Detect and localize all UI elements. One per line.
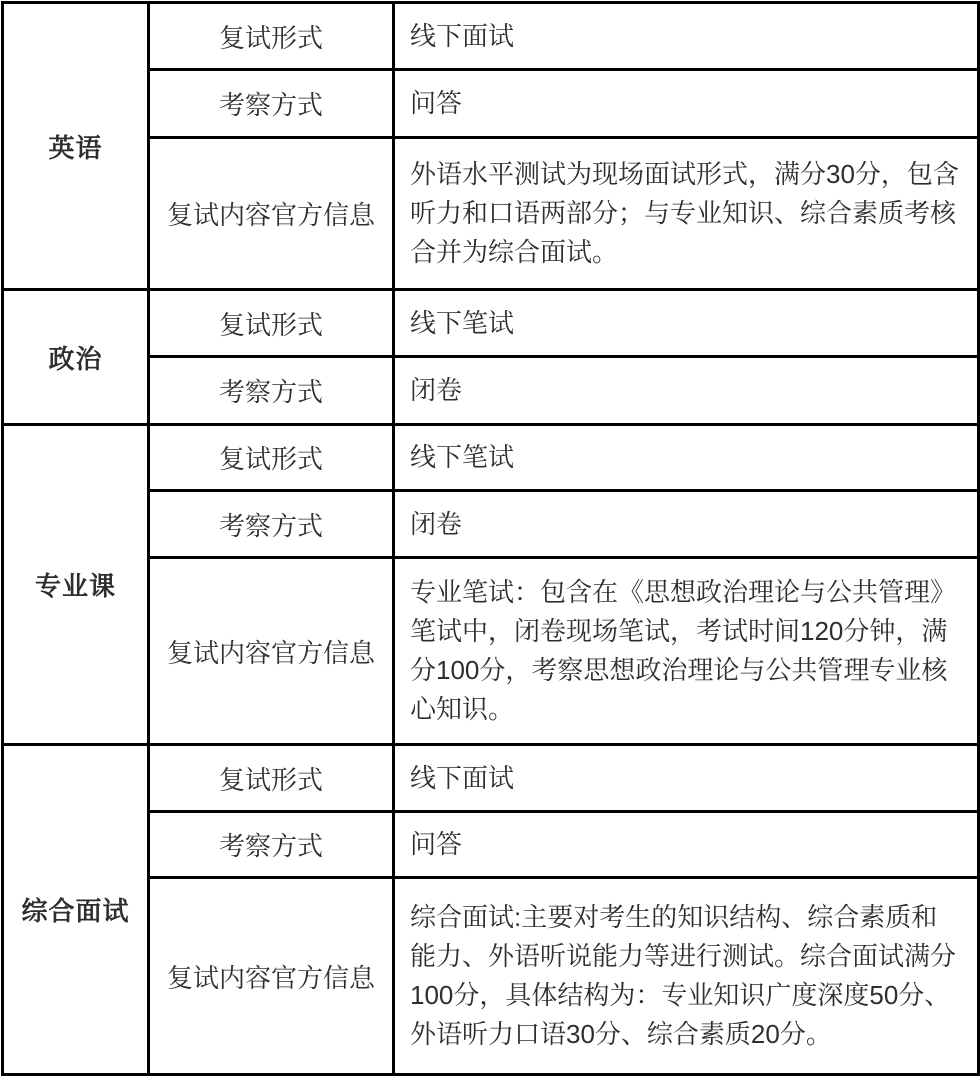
value-cell: 线下笔试: [394, 290, 979, 357]
label-cell: 考察方式: [149, 812, 394, 878]
label-cell: 复试内容官方信息: [149, 558, 394, 745]
value-cell: 问答: [394, 70, 979, 138]
subject-cell: 专业课: [3, 425, 149, 745]
table-row: [3, 812, 979, 878]
table-row: [3, 70, 979, 138]
value-cell: 线下面试: [394, 745, 979, 812]
subject-cell: 英语: [3, 3, 149, 290]
value-cell: 闭卷: [394, 357, 979, 425]
label-cell: 复试形式: [149, 3, 394, 70]
value-cell: 闭卷: [394, 491, 979, 558]
subject-cell: 综合面试: [3, 745, 149, 1075]
label-cell: 复试内容官方信息: [149, 878, 394, 1075]
table-row: [3, 878, 979, 1075]
value-cell: 综合面试:主要对考生的知识结构、综合素质和能力、外语听说能力等进行测试。综合面试满分100分，具体结构为：专业知识广度深度50分、外语听力口语30分、综合素质20分。: [394, 878, 979, 1075]
label-cell: 考察方式: [149, 70, 394, 138]
value-cell: 外语水平测试为现场面试形式，满分30分，包含听力和口语两部分；与专业知识、综合素质考核合并为综合面试。: [394, 138, 979, 290]
table-row: [3, 357, 979, 425]
value-cell: 专业笔试：包含在《思想政治理论与公共管理》笔试中，闭卷现场笔试，考试时间120分钟，满分100分，考察思想政治理论与公共管理专业核心知识。: [394, 558, 979, 745]
label-cell: 复试内容官方信息: [149, 138, 394, 290]
value-cell: 线下笔试: [394, 425, 979, 491]
label-cell: 考察方式: [149, 491, 394, 558]
review-subjects-table: [1, 1, 980, 1076]
table-row: [3, 3, 979, 70]
table-row: [3, 491, 979, 558]
subject-cell: 政治: [3, 290, 149, 425]
table-row: [3, 425, 979, 491]
table-row: [3, 138, 979, 290]
label-cell: 复试形式: [149, 425, 394, 491]
table-row: [3, 558, 979, 745]
label-cell: 复试形式: [149, 290, 394, 357]
label-cell: 考察方式: [149, 357, 394, 425]
label-cell: 复试形式: [149, 745, 394, 812]
table-row: [3, 745, 979, 812]
value-cell: 问答: [394, 812, 979, 878]
value-cell: 线下面试: [394, 3, 979, 70]
table-row: [3, 290, 979, 357]
